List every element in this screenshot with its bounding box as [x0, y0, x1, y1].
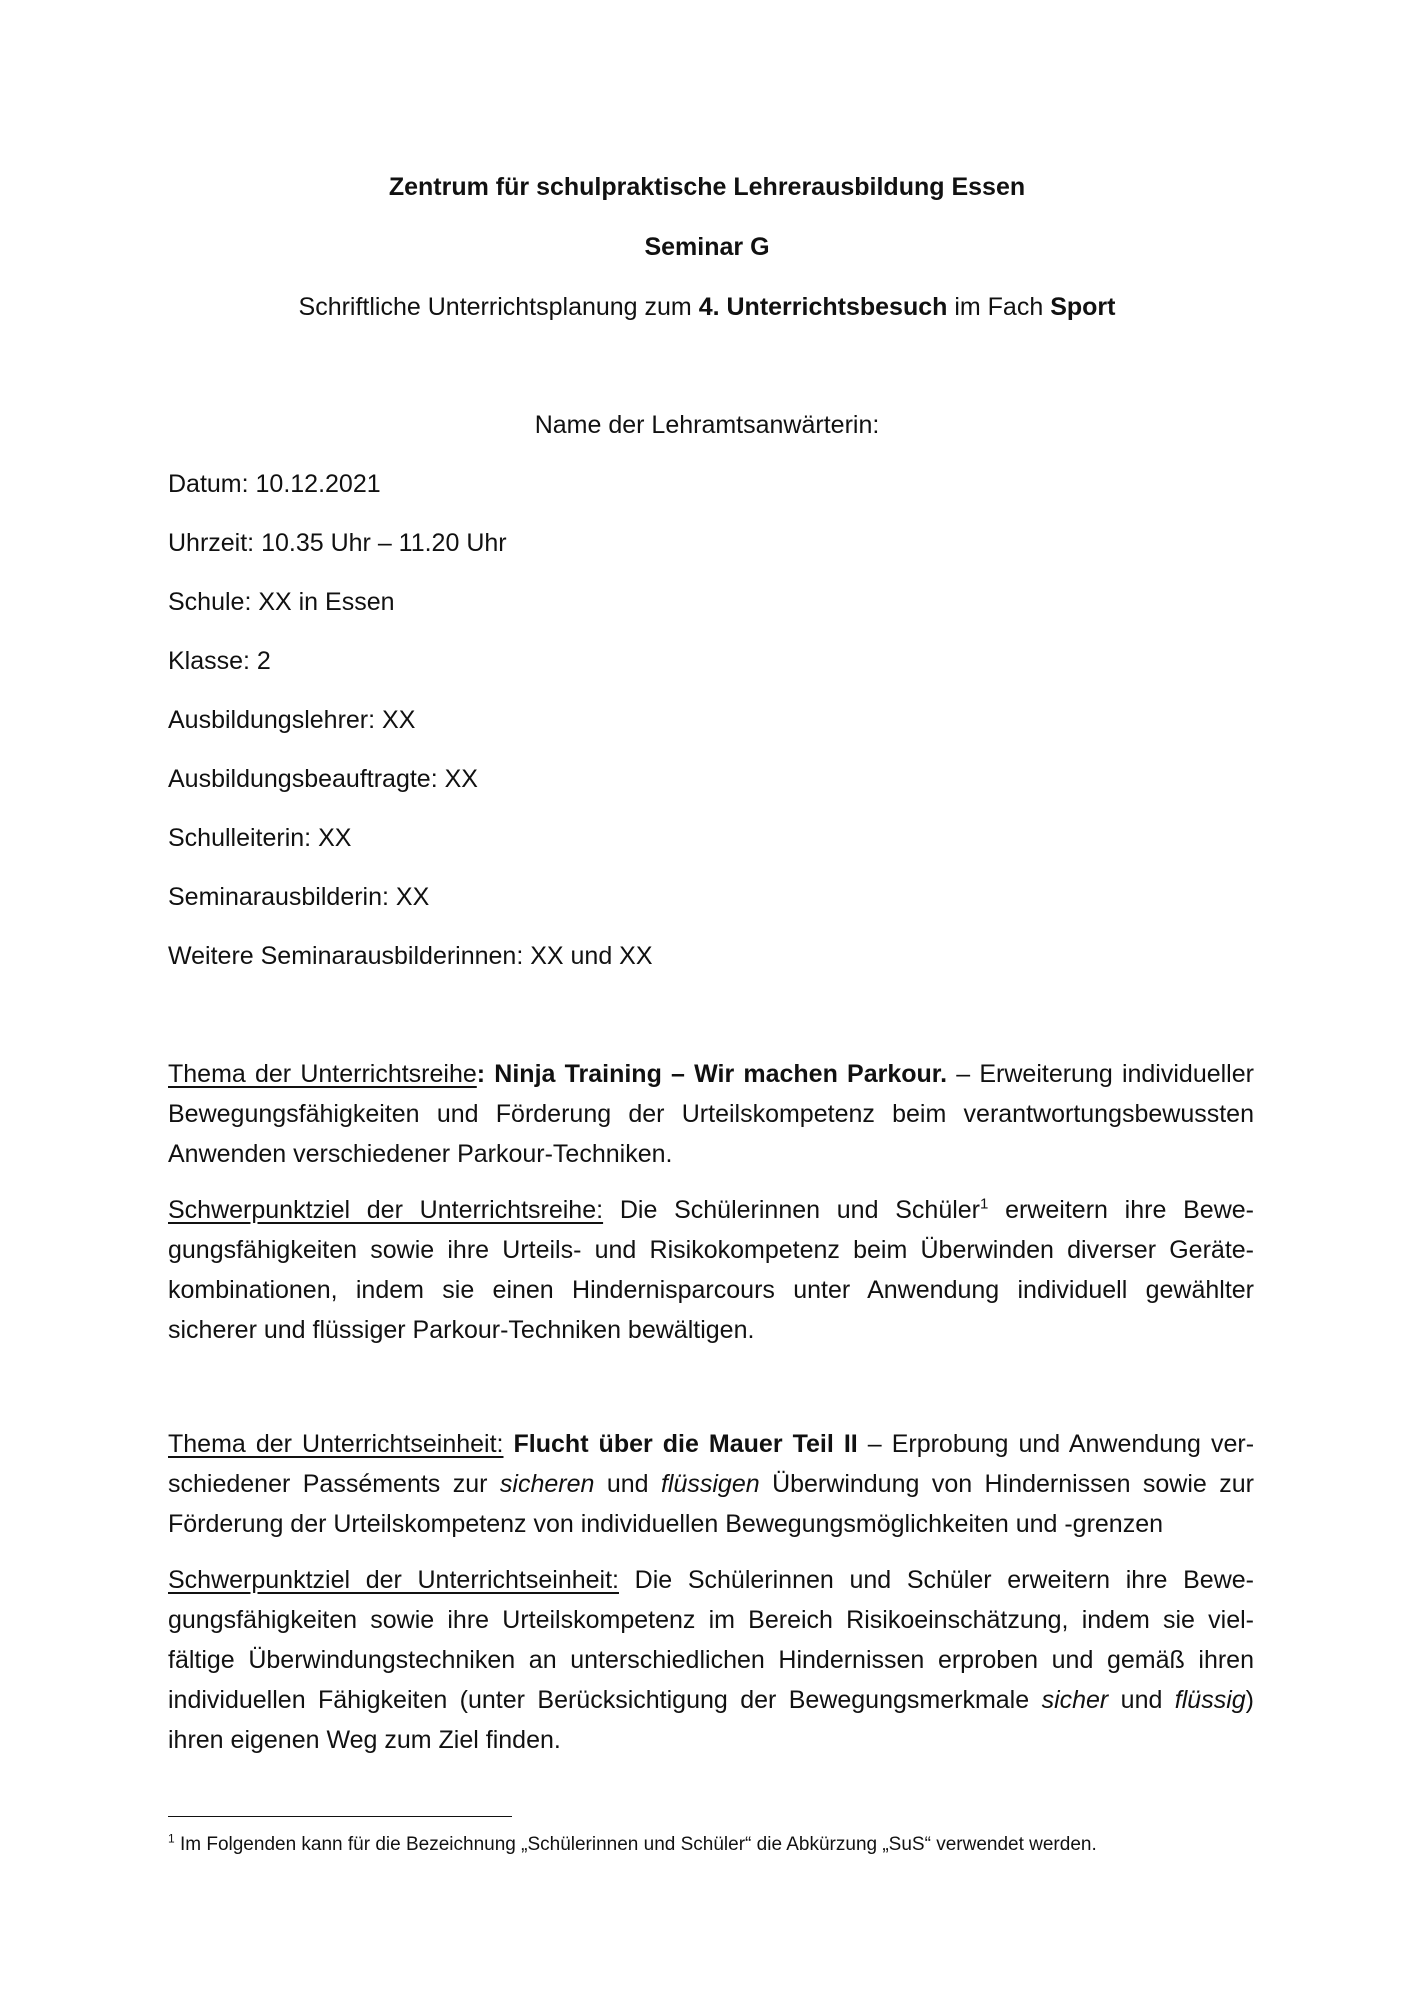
einheit-ziel-label: Schwerpunktziel der Unterrichtseinheit:	[168, 1566, 619, 1594]
field-uhrzeit: Uhrzeit: 10.35 Uhr – 11.20 Uhr	[168, 529, 507, 557]
einheit-ziel-paragraph	[168, 1560, 1254, 1760]
field-schule: Schule: XX in Essen	[168, 588, 395, 616]
reihe-thema-text: – Erweiterung individueller Bewegungsfähigkeiten und Förderung der Urteilskompetenz beim verantwortungsbewussten Anwenden verschiedener Parkour-Techniken.	[168, 1060, 1254, 1168]
field-ausbildungsbeauftragte: Ausbildungsbeauftragte: XX	[168, 765, 478, 793]
einheit-thema-title: Flucht über die Mauer Teil II	[503, 1430, 858, 1458]
field-seminarausbilderin: Seminarausbilderin: XX	[168, 883, 430, 911]
footnote	[168, 1832, 1268, 1858]
subtitle-prefix: Schriftliche Unterrichtsplanung zum	[298, 293, 699, 321]
reihe-thema-paragraph	[168, 1054, 1254, 1174]
reihe-thema-title: Ninja Training – Wir machen Parkour.	[494, 1060, 948, 1088]
einheit-ziel-text-c: ) ihren eigenen Weg zum Ziel finden.	[168, 1686, 1254, 1754]
reihe-thema-colon: :	[476, 1060, 495, 1088]
institution-heading: Zentrum für schulpraktische Lehrerausbildung Essen	[388, 173, 1026, 201]
einheit-thema-paragraph	[168, 1424, 1254, 1544]
einheit-ziel-em-fluessig: flüssig	[1174, 1686, 1246, 1714]
field-datum: Datum: 10.12.2021	[168, 470, 381, 498]
field-klasse: Klasse: 2	[168, 647, 271, 675]
field-weitere-seminarausbilderinnen: Weitere Seminarausbilderinnen: XX und XX	[168, 942, 653, 970]
einheit-thema-label: Thema der Unterrichtseinheit:	[168, 1430, 504, 1458]
einheit-thema-em-fluessigen: flüssigen	[660, 1470, 760, 1498]
einheit-thema-text-c: Überwindung von Hindernissen sowie zur Förderung der Urteilskompetenz von individuellen Bewegungsmöglichkeiten und -grenzen	[168, 1470, 1254, 1538]
candidate-label: Name der Lehramtsanwärterin:	[534, 411, 880, 439]
reihe-ziel-paragraph	[168, 1190, 1254, 1350]
subtitle-middle: im Fach	[947, 293, 1051, 321]
planning-subtitle	[0, 290, 1414, 324]
einheit-thema-text-b: und	[594, 1470, 661, 1498]
subtitle-subject: Sport	[1050, 293, 1116, 321]
field-schulleiterin: Schulleiterin: XX	[168, 824, 352, 852]
subtitle-visit: 4. Unterrichtsbesuch	[698, 293, 948, 321]
einheit-thema-em-sicheren: sicheren	[499, 1470, 595, 1498]
footnote-mark: 1	[168, 1831, 175, 1846]
einheit-ziel-text-b: und	[1108, 1686, 1175, 1714]
reihe-ziel-text-a: Die Schülerinnen und Schüler	[603, 1196, 981, 1224]
einheit-thema-text-a: – Erprobung und Anwendung verschiedener Passéments zur	[168, 1430, 1255, 1498]
footnote-separator	[168, 1816, 512, 1817]
reihe-ziel-label: Schwerpunktziel der Unterrichtsreihe:	[168, 1196, 604, 1224]
seminar-heading: Seminar G	[644, 233, 770, 261]
reihe-ziel-text-b: erweitern ihre Bewegungsfähigkeiten sowie ihre Urteils- und Risikokompetenz beim Überwinden diverser Gerätekombinationen, indem sie einen Hindernisparcours unter Anwendung individuell gewählter sicherer und flüssiger Parkour-Techniken bewältigen.	[168, 1196, 1254, 1344]
footnote-reference[interactable]: 1	[980, 1195, 989, 1213]
field-ausbildungslehrer: Ausbildungslehrer: XX	[168, 706, 416, 734]
einheit-ziel-text-a: Die Schülerinnen und Schüler erweitern ihre Bewegungsfähigkeiten sowie ihre Urteilskompetenz im Bereich Risikoeinschätzung, indem sie vielfältige Überwindungstechniken an unterschiedlichen Hindernissen erproben und gemäß ihren individuellen Fähigkeiten (unter Berücksichtigung der Bewegungsmerkmale	[168, 1566, 1254, 1714]
einheit-ziel-em-sicher: sicher	[1041, 1686, 1109, 1714]
reihe-thema-label: Thema der Unterrichtsreihe	[168, 1060, 477, 1088]
footnote-text: Im Folgenden kann für die Bezeichnung „Schülerinnen und Schüler“ die Abkürzung „SuS“ verwendet werden.	[174, 1834, 1097, 1855]
